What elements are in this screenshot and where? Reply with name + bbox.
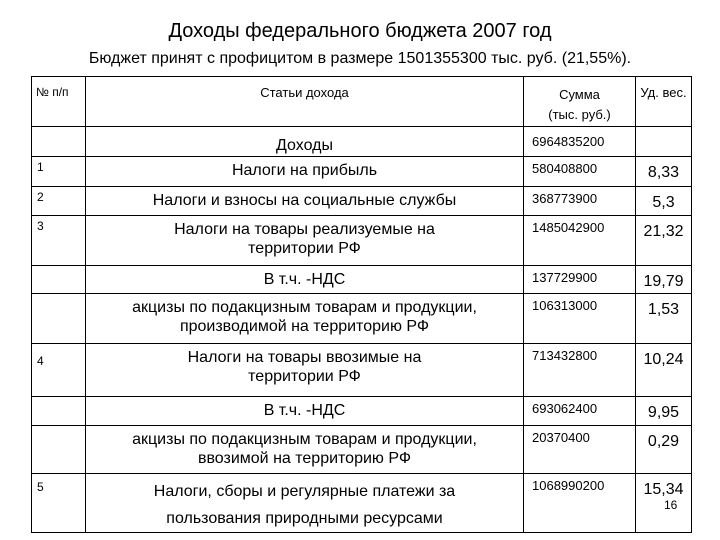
row-num: 1 (32, 157, 86, 187)
table-row (32, 157, 692, 187)
header-item: Статьи дохода (86, 77, 524, 127)
row-share: 19,79 (636, 266, 692, 294)
table-row (32, 187, 692, 216)
row-item: В т.ч. -НДС (86, 266, 524, 294)
budget-revenue-table (31, 76, 692, 533)
row-num (32, 426, 86, 474)
row-share: 21,32 (636, 216, 692, 266)
header-share: Уд. вес. (636, 77, 692, 127)
row-share: 10,24 (636, 344, 692, 397)
row-item: Доходы (86, 127, 524, 157)
row-share: 0,29 (636, 426, 692, 474)
row-item: Налоги, сборы и регулярные платежи за пользования природными ресурсами (86, 474, 524, 533)
row-share: 5,3 (636, 187, 692, 216)
row-share: 9,95 (636, 397, 692, 426)
row-item: Налоги на товары ввозимые на территории РФ (86, 344, 524, 397)
row-num (32, 397, 86, 426)
table-row (32, 474, 692, 533)
table-row (32, 294, 692, 344)
row-share: 15,34 (636, 474, 692, 533)
row-item: Налоги на прибыль (86, 157, 524, 187)
row-sum: 137729900 (524, 266, 636, 294)
table-header-row (32, 77, 692, 127)
table-row (32, 266, 692, 294)
row-sum: 1485042900 (524, 216, 636, 266)
row-num (32, 127, 86, 157)
table-row (32, 397, 692, 426)
row-item: В т.ч. -НДС (86, 397, 524, 426)
row-num: 2 (32, 187, 86, 216)
row-sum: 713432800 (524, 344, 636, 397)
row-sum: 580408800 (524, 157, 636, 187)
row-num: 3 (32, 216, 86, 266)
row-sum: 106313000 (524, 294, 636, 344)
table-row (32, 127, 692, 157)
header-sum-line1: Сумма (559, 87, 600, 102)
table-row (32, 426, 692, 474)
row-item: акцизы по подакцизным товарам и продукции, производимой на территорию РФ (86, 294, 524, 344)
row-item: Налоги на товары реализуемые на территории РФ (86, 216, 524, 266)
slide-subtitle: Бюджет принят с профицитом в размере 1501355300 тыс. руб. (21,55%). (88, 50, 632, 67)
row-num: 4 (32, 344, 86, 397)
page-number: 16 (664, 498, 678, 512)
row-sum: 1068990200 (524, 474, 636, 533)
table-row (32, 216, 692, 266)
row-sum: 368773900 (524, 187, 636, 216)
header-sum (524, 77, 636, 127)
row-sum: 6964835200 (524, 127, 636, 157)
slide-title: Доходы федерального бюджета 2007 год (168, 20, 552, 42)
row-sum: 20370400 (524, 426, 636, 474)
row-item: Налоги и взносы на социальные службы (86, 187, 524, 216)
row-share: 1,53 (636, 294, 692, 344)
header-sum-line2: (тыс. руб.) (548, 107, 611, 123)
row-item: акцизы по подакцизным товарам и продукции, ввозимой на территорию РФ (86, 426, 524, 474)
header-num: № п/п (32, 77, 86, 127)
row-share (636, 127, 692, 157)
row-num (32, 266, 86, 294)
row-share: 8,33 (636, 157, 692, 187)
row-sum: 693062400 (524, 397, 636, 426)
row-num (32, 294, 86, 344)
table-row (32, 344, 692, 397)
row-num: 5 (32, 474, 86, 533)
